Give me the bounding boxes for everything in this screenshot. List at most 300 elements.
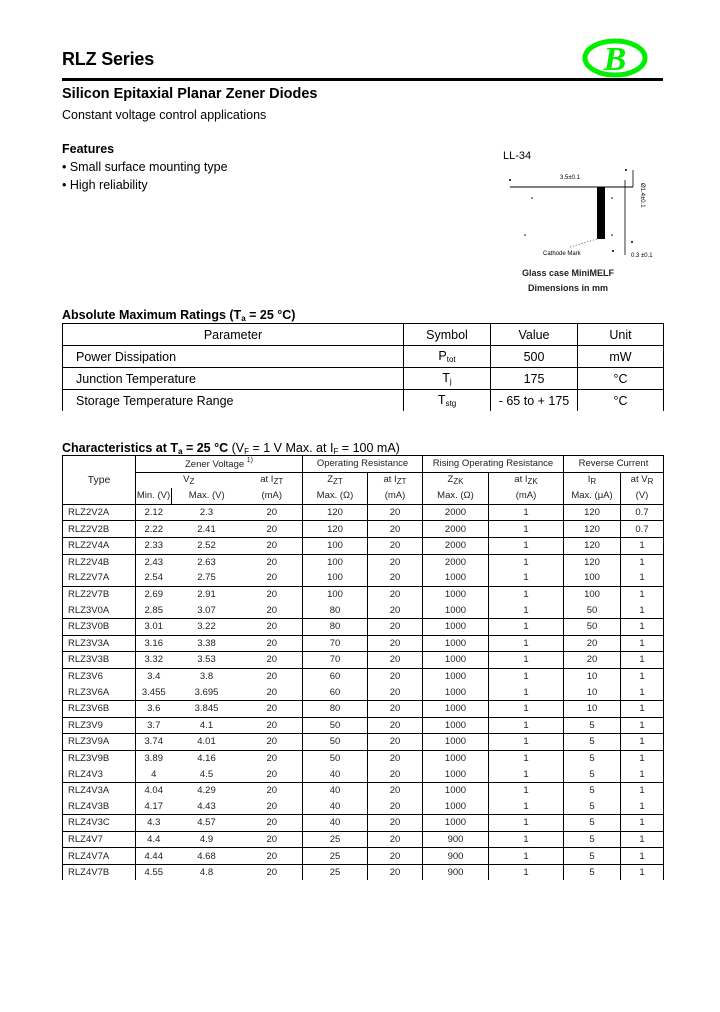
value-cell: 3.38 [172, 635, 242, 652]
value-cell: 900 [423, 831, 489, 848]
type-cell: RLZ3V6A [63, 684, 136, 700]
unit-header: Max. (μA) [564, 488, 621, 504]
value-cell: 1 [489, 831, 564, 848]
col-header: Unit [578, 324, 664, 346]
value-cell: 1000 [423, 734, 489, 751]
value-cell: 4.29 [172, 782, 242, 798]
value-cell: 1 [489, 815, 564, 832]
value-cell: 1 [489, 700, 564, 717]
value-cell: 3.32 [136, 652, 172, 669]
col-header-at-vr: at $V_R$ [621, 472, 664, 488]
value-cell: 1000 [423, 782, 489, 798]
value-cell: 2000 [423, 504, 489, 521]
value-cell: 20 [368, 782, 423, 798]
value-cell: 20 [368, 734, 423, 751]
value-cell: 1000 [423, 602, 489, 618]
value-cell: 1 [489, 848, 564, 865]
value-cell: 1 [621, 750, 664, 766]
value-cell: 1000 [423, 570, 489, 586]
value-cell: 1 [621, 766, 664, 782]
value-cell: 1 [621, 618, 664, 635]
package-length-dim: 3.5±0.1 [560, 175, 580, 181]
value-cell: 20 [564, 652, 621, 669]
value-cell: 50 [564, 602, 621, 618]
table-row [63, 602, 664, 618]
header-divider [62, 78, 663, 81]
value-cell: 20 [368, 700, 423, 717]
value-cell: 1 [489, 668, 564, 684]
table-row [63, 848, 664, 865]
table-header-row [63, 324, 664, 346]
value-cell: 2.33 [136, 537, 172, 554]
value-cell: 3.7 [136, 717, 172, 734]
value-cell: 20 [242, 831, 303, 848]
value-cell: 20 [368, 537, 423, 554]
value-cell: 60 [303, 684, 368, 700]
value-cell: 20 [242, 717, 303, 734]
value-cell: 3.74 [136, 734, 172, 751]
value-cell: 0.7 [621, 504, 664, 521]
table-row [63, 700, 664, 717]
col-header-at-izk: at $I_{ZK}$ [489, 472, 564, 488]
type-cell: RLZ3V9 [63, 717, 136, 734]
value-cell: 1000 [423, 700, 489, 717]
value-cell: 5 [564, 831, 621, 848]
value-cell: 20 [242, 848, 303, 865]
value-cell: 4.8 [172, 864, 242, 880]
package-dimension-drawing [500, 165, 665, 265]
table-row [63, 554, 664, 570]
value-cell: 3.01 [136, 618, 172, 635]
value-cell: 25 [303, 848, 368, 865]
value-cell: 10 [564, 684, 621, 700]
col-header-at-izt: at $I_{ZT}$ [242, 472, 303, 488]
value-cell: 20 [242, 504, 303, 521]
type-cell: RLZ3V6B [63, 700, 136, 717]
value-cell: 1000 [423, 684, 489, 700]
table-row [63, 618, 664, 635]
col-group-reverse-current: Reverse Current [564, 456, 664, 473]
value-cell: 5 [564, 717, 621, 734]
value-cell: 1 [489, 635, 564, 652]
value-cell: 0.7 [621, 521, 664, 538]
value-cell: 40 [303, 766, 368, 782]
value-cell: 20 [368, 504, 423, 521]
value-cell: 20 [242, 635, 303, 652]
abs-max-table [62, 323, 664, 411]
value-cell: 1000 [423, 750, 489, 766]
value-cell: 1 [621, 586, 664, 602]
value-cell: 40 [303, 798, 368, 814]
col-group-rising-operating-resistance: Rising Operating Resistance [423, 456, 564, 473]
col-group-operating-resistance: Operating Resistance [303, 456, 423, 473]
value-cell: 4.55 [136, 864, 172, 880]
value-cell: 1000 [423, 586, 489, 602]
value-cell: 20 [368, 798, 423, 814]
value-cell: 1 [489, 504, 564, 521]
value-cell: 2.3 [172, 504, 242, 521]
value-cell: 1 [621, 700, 664, 717]
value-cell: 5 [564, 734, 621, 751]
col-header-type: Type [63, 456, 136, 505]
value-cell: 1 [621, 864, 664, 880]
value-cell: 3.4 [136, 668, 172, 684]
value-cell: 20 [242, 782, 303, 798]
unit-header: (mA) [368, 488, 423, 504]
value-cell: 1 [621, 602, 664, 618]
value-cell: 1 [489, 521, 564, 538]
value-cell: 2.69 [136, 586, 172, 602]
value-cell: 120 [564, 554, 621, 570]
value-cell: 1 [621, 815, 664, 832]
abs-max-heading: Absolute Maximum Ratings ($T_a = 25$ °C) [62, 308, 296, 323]
type-cell: RLZ2V7A [63, 570, 136, 586]
unit-header: Max. (Ω) [423, 488, 489, 504]
type-cell: RLZ2V4B [63, 554, 136, 570]
table-row: Storage Temperature Range $T_{stg}$ - 65 to + 175 °C [63, 390, 664, 412]
value-cell: 120 [303, 504, 368, 521]
value-cell: 20 [242, 602, 303, 618]
type-cell: RLZ4V3 [63, 766, 136, 782]
table-row: Junction Temperature $T_j$ 175 °C [63, 368, 664, 390]
value-cell: 1 [489, 864, 564, 880]
value-cell: 10 [564, 668, 621, 684]
package-lead-dim: 0.3 ±0.1 [631, 253, 653, 259]
value-cell: 20 [368, 831, 423, 848]
type-cell: RLZ2V7B [63, 586, 136, 602]
value-cell: 1 [621, 570, 664, 586]
type-cell: RLZ4V3B [63, 798, 136, 814]
value-cell: 100 [564, 586, 621, 602]
type-cell: RLZ4V3C [63, 815, 136, 832]
value-cell: 3.8 [172, 668, 242, 684]
value-cell: 3.89 [136, 750, 172, 766]
col-header: Parameter [63, 324, 404, 346]
value-cell: 5 [564, 848, 621, 865]
value-cell: 1 [621, 537, 664, 554]
value-cell: 20 [368, 652, 423, 669]
value-cell: 1 [621, 652, 664, 669]
value-cell: 25 [303, 864, 368, 880]
value-cell: 2.54 [136, 570, 172, 586]
brand-logo-icon [582, 38, 648, 78]
col-header: Value [491, 324, 578, 346]
value-cell: 1 [621, 668, 664, 684]
group-header-row [63, 456, 664, 473]
value-cell: 5 [564, 798, 621, 814]
value-cell: 1 [489, 798, 564, 814]
value-cell: 80 [303, 618, 368, 635]
table-row [63, 652, 664, 669]
value-cell: 20 [368, 570, 423, 586]
unit-header: Min. (V) [136, 488, 172, 504]
unit-header: (mA) [489, 488, 564, 504]
value-cell: 1 [489, 586, 564, 602]
value-cell: 4.1 [172, 717, 242, 734]
value-cell: 1 [489, 782, 564, 798]
table-row [63, 586, 664, 602]
col-header-at-izt2: at $I_{ZT}$ [368, 472, 423, 488]
value-cell: 4.3 [136, 815, 172, 832]
features-heading: Features [62, 142, 115, 156]
value-cell: 3.22 [172, 618, 242, 635]
type-cell: RLZ3V9A [63, 734, 136, 751]
value-cell: 3.455 [136, 684, 172, 700]
value-cell: 25 [303, 831, 368, 848]
value-cell: 120 [303, 521, 368, 538]
type-cell: RLZ4V7A [63, 848, 136, 865]
value-cell: 1000 [423, 635, 489, 652]
value-cell: 4.57 [172, 815, 242, 832]
document-subtitle: Silicon Epitaxial Planar Zener Diodes [62, 86, 318, 102]
value-cell: 1 [621, 554, 664, 570]
value-cell: 4.43 [197, 800, 216, 812]
col-header-ir: $I_R$ [564, 472, 621, 488]
value-cell: 60 [303, 668, 368, 684]
value-cell: 50 [303, 750, 368, 766]
value-cell: 1000 [423, 717, 489, 734]
value-cell: 5 [564, 750, 621, 766]
value-cell: 20 [368, 602, 423, 618]
value-cell: 20 [368, 635, 423, 652]
value-cell: 20 [368, 717, 423, 734]
value-cell: 20 [368, 864, 423, 880]
value-cell: 20 [242, 684, 303, 700]
table-row [63, 504, 664, 521]
value-cell: 20 [242, 798, 303, 814]
value-cell: 5 [564, 782, 621, 798]
value-cell: 1000 [423, 815, 489, 832]
value-cell: 20 [242, 570, 303, 586]
value-cell: 1 [621, 717, 664, 734]
value-cell: 4.44 [136, 848, 172, 865]
value-cell: 2.63 [172, 554, 242, 570]
table-row [63, 570, 664, 586]
table-row [63, 815, 664, 832]
value-cell: 20 [368, 815, 423, 832]
value-cell: 4.5 [199, 768, 214, 780]
value-cell: 70 [303, 635, 368, 652]
type-cell: RLZ4V7 [63, 831, 136, 848]
type-cell: RLZ3V3A [63, 635, 136, 652]
type-cell: RLZ2V2B [63, 521, 136, 538]
value-cell: 4 [136, 766, 172, 782]
table-row [63, 521, 664, 538]
value-cell: 1 [621, 831, 664, 848]
type-cell: RLZ3V3B [63, 652, 136, 669]
value-cell: 1000 [423, 798, 489, 814]
value-cell: 1 [489, 652, 564, 669]
cathode-mark-label: Cathode Mark [543, 251, 581, 257]
value-cell: 4.9 [172, 831, 242, 848]
col-header-zzk: $Z_{ZK}$ [423, 472, 489, 488]
col-group-zener-voltage: Zener Voltage $^{1)}$ [136, 456, 303, 473]
value-cell: 1000 [423, 766, 489, 782]
characteristics-table [62, 455, 664, 880]
value-cell: 120 [564, 537, 621, 554]
package-name: LL-34 [503, 150, 532, 162]
package-diameter-dim: Ø1.4±0.1 [639, 183, 645, 208]
table-row [63, 766, 664, 782]
type-cell: RLZ4V3A [63, 782, 136, 798]
value-cell: 1 [489, 537, 564, 554]
value-cell: 5 [564, 815, 621, 832]
value-cell: 1000 [423, 668, 489, 684]
value-cell: 50 [303, 717, 368, 734]
value-cell: 20 [242, 766, 303, 782]
value-cell: 2.41 [172, 521, 242, 538]
table-row [63, 717, 664, 734]
table-row [63, 684, 664, 700]
value-cell: 100 [303, 554, 368, 570]
value-cell: 20 [242, 750, 303, 766]
value-cell: 20 [242, 864, 303, 880]
value-cell: 2.52 [172, 537, 242, 554]
value-cell: 1 [621, 798, 664, 814]
table-row [63, 831, 664, 848]
value-cell: 20 [242, 554, 303, 570]
value-cell: 80 [303, 700, 368, 717]
value-cell: 20 [242, 521, 303, 538]
value-cell: 40 [303, 815, 368, 832]
type-cell: RLZ2V4A [63, 537, 136, 554]
value-cell: 40 [303, 782, 368, 798]
value-cell: 50 [564, 618, 621, 635]
value-cell: 2.12 [136, 504, 172, 521]
value-cell: 3.6 [136, 700, 172, 717]
value-cell: 120 [564, 521, 621, 538]
value-cell: 3.53 [172, 652, 242, 669]
value-cell: 4.4 [136, 831, 172, 848]
value-cell: 1 [489, 570, 564, 586]
type-cell: RLZ3V9B [63, 750, 136, 766]
unit-header: Max. (Ω) [303, 488, 368, 504]
value-cell: 1 [489, 750, 564, 766]
value-cell: 2.43 [136, 554, 172, 570]
value-cell: 2.75 [197, 572, 216, 584]
value-cell: 10 [564, 700, 621, 717]
value-cell: 100 [564, 570, 621, 586]
value-cell: 1 [621, 734, 664, 751]
table-row [63, 537, 664, 554]
value-cell: 3.845 [172, 700, 242, 717]
value-cell: 4.68 [172, 848, 242, 865]
document-title: RLZ Series [62, 49, 155, 69]
type-cell: RLZ3V0B [63, 618, 136, 635]
value-cell: 2.85 [136, 602, 172, 618]
feature-item: • Small surface mounting type [62, 160, 228, 174]
table-row [63, 734, 664, 751]
value-cell: 4.01 [172, 734, 242, 751]
value-cell: 1 [489, 734, 564, 751]
value-cell: 20 [368, 766, 423, 782]
table-row: Power Dissipation $P_{tot}$ 500 mW [63, 346, 664, 368]
value-cell: 3.07 [197, 604, 216, 616]
value-cell: 4.17 [136, 798, 172, 814]
value-cell: 100 [303, 570, 368, 586]
characteristics-heading: Characteristics at $T_a = 25$ °C ($V_F = 1$ V Max. at $I_F = 100$ mA) [62, 441, 400, 456]
table-row [63, 750, 664, 766]
value-cell: 100 [303, 586, 368, 602]
value-cell: 20 [368, 586, 423, 602]
table-row [63, 798, 664, 814]
value-cell: 900 [423, 864, 489, 880]
value-cell: 1000 [423, 618, 489, 635]
value-cell: 80 [303, 602, 368, 618]
value-cell: 120 [564, 504, 621, 521]
type-cell: RLZ2V2A [63, 504, 136, 521]
value-cell: 50 [303, 734, 368, 751]
value-cell: 1 [621, 684, 664, 700]
value-cell: 20 [368, 684, 423, 700]
value-cell: 1 [489, 618, 564, 635]
table-row [63, 782, 664, 798]
value-cell: 1 [489, 766, 564, 782]
value-cell: 20 [368, 521, 423, 538]
value-cell: 1 [621, 635, 664, 652]
type-cell: RLZ3V6 [63, 668, 136, 684]
feature-item: • High reliability [62, 178, 148, 192]
value-cell: 20 [242, 668, 303, 684]
unit-header: (V) [621, 488, 664, 504]
value-cell: 3.695 [194, 686, 219, 698]
value-cell: 20 [242, 652, 303, 669]
value-cell: 1 [489, 717, 564, 734]
value-cell: 1000 [423, 652, 489, 669]
value-cell: 20 [564, 635, 621, 652]
symbol-header-row [63, 472, 664, 488]
value-cell: 20 [368, 554, 423, 570]
value-cell: 1 [621, 848, 664, 865]
table-row [63, 864, 664, 880]
value-cell: 2.22 [136, 521, 172, 538]
col-header-zzt: $Z_{ZT}$ [303, 472, 368, 488]
value-cell: 4.16 [172, 750, 242, 766]
value-cell: 2000 [423, 554, 489, 570]
value-cell: 100 [303, 537, 368, 554]
value-cell: 1 [489, 684, 564, 700]
value-cell: 2000 [423, 537, 489, 554]
value-cell: 20 [242, 586, 303, 602]
package-caption: Glass case MiniMELF [521, 268, 615, 278]
value-cell: 20 [242, 537, 303, 554]
table-row [63, 668, 664, 684]
value-cell: 20 [242, 700, 303, 717]
col-header: Symbol [404, 324, 491, 346]
logo-letter: B [603, 41, 627, 78]
value-cell: 5 [564, 864, 621, 880]
table-row [63, 635, 664, 652]
value-cell: 900 [423, 848, 489, 865]
value-cell: 20 [242, 815, 303, 832]
value-cell: 70 [303, 652, 368, 669]
value-cell: 20 [368, 848, 423, 865]
value-cell: 20 [242, 734, 303, 751]
value-cell: 2.91 [172, 586, 242, 602]
col-header-vz: $V_Z$ [136, 472, 242, 488]
type-cell: RLZ3V0A [63, 602, 136, 618]
value-cell: 4.04 [136, 782, 172, 798]
value-cell: 20 [368, 750, 423, 766]
value-cell: 1 [489, 554, 564, 570]
value-cell: 2000 [423, 521, 489, 538]
value-cell: 20 [368, 618, 423, 635]
package-units-caption: Dimensions in mm [527, 283, 608, 293]
value-cell: 20 [242, 618, 303, 635]
document-description: Constant voltage control applications [62, 108, 267, 122]
value-cell: 3.16 [136, 635, 172, 652]
unit-header: Max. (V) [172, 488, 242, 504]
